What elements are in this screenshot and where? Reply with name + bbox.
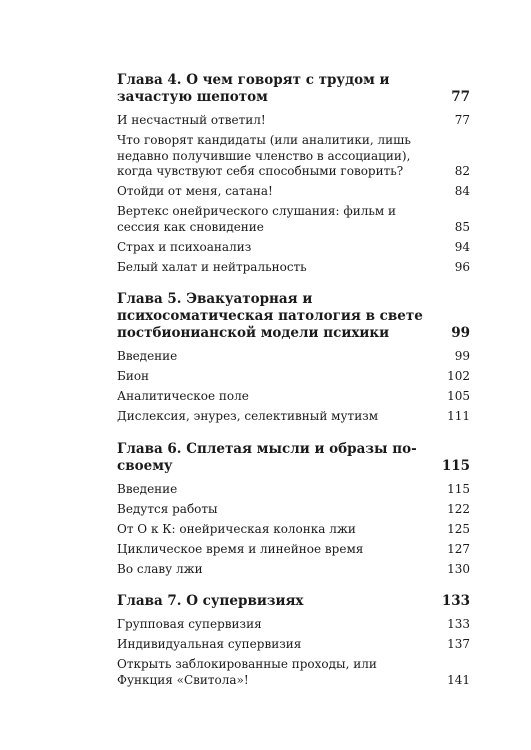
toc-entry — [117, 369, 470, 385]
entry-page: 77 — [454, 113, 470, 127]
entry-title: Отойди от меня, сатана! — [117, 184, 273, 198]
toc-entry — [117, 482, 470, 498]
toc-entry — [117, 389, 470, 405]
entry-page: 84 — [454, 184, 470, 198]
toc-entry — [117, 113, 470, 129]
entry-page: 115 — [447, 481, 470, 496]
chapter-page: 77 — [451, 89, 470, 105]
entry-title: Во славу лжи — [117, 561, 203, 576]
entry-page: 141 — [447, 672, 470, 687]
entry-title: Дислексия, энурез, селективный мутизм — [117, 409, 379, 423]
table-of-contents — [117, 72, 470, 704]
entry-page: 122 — [447, 501, 470, 516]
chapter-title: Глава 5. Эвакуаторная и психосоматическая патология в свете постбионианской модели психики — [117, 291, 423, 341]
entry-title: Вертекс онейрического слушания: фильм и сессия как сновидение — [117, 204, 397, 234]
toc-entry — [117, 657, 470, 688]
entry-title: И несчастный ответил! — [117, 113, 266, 127]
entry-page: 125 — [447, 521, 470, 536]
entry-title: Введение — [117, 481, 178, 496]
toc-entry — [117, 184, 470, 200]
chapter-page: 99 — [451, 325, 470, 341]
entry-page: 133 — [447, 617, 470, 631]
entry-page: 111 — [447, 409, 470, 423]
entry-page: 137 — [447, 637, 470, 651]
entry-title: Групповая супервизия — [117, 617, 262, 631]
chapter-section — [117, 593, 470, 688]
entry-page: 130 — [447, 561, 470, 576]
entry-title: Страх и психоанализ — [117, 239, 252, 254]
toc-entry — [117, 522, 470, 538]
entry-page: 127 — [447, 541, 470, 556]
entry-page: 99 — [454, 349, 470, 363]
entry-title: Ведутся работы — [117, 501, 218, 516]
chapter-heading — [117, 291, 470, 342]
entry-page: 85 — [454, 219, 470, 234]
entry-page: 94 — [454, 239, 470, 254]
toc-entry — [117, 637, 470, 653]
toc-entry — [117, 204, 470, 235]
entry-title: Аналитическое поле — [117, 389, 249, 403]
toc-entry — [117, 562, 470, 578]
entry-title: Циклическое время и линейное время — [117, 541, 364, 556]
chapter-page: 133 — [441, 593, 470, 609]
entry-title: Что говорят кандидаты (или аналитики, лишь недавно получившие членство в ассоциации), когда чувствуют себя способными говорить? — [117, 133, 411, 178]
toc-entry — [117, 409, 470, 425]
toc-entry — [117, 502, 470, 518]
chapter-title: Глава 6. Сплетая мысли и образы по-своему — [117, 440, 417, 474]
chapter-section — [117, 441, 470, 578]
entry-title: Бион — [117, 369, 150, 383]
chapter-heading — [117, 72, 470, 106]
toc-entry — [117, 240, 470, 256]
chapter-title: Глава 7. О супервизиях — [117, 593, 304, 609]
toc-entry — [117, 260, 470, 276]
entry-page: 102 — [447, 369, 470, 383]
chapter-section — [117, 72, 470, 275]
toc-entry — [117, 133, 470, 180]
entry-page: 96 — [454, 259, 470, 274]
chapter-title: Глава 4. О чем говорят с трудом и зачастую шепотом — [117, 72, 390, 105]
chapter-heading — [117, 593, 470, 610]
entry-page: 105 — [447, 389, 470, 403]
entry-title: Открыть заблокированные проходы, или Функция «Свитола»! — [117, 657, 377, 687]
entry-title: Индивидуальная супервизия — [117, 637, 302, 651]
toc-entry — [117, 542, 470, 558]
entry-page: 82 — [454, 164, 470, 178]
chapter-heading — [117, 441, 470, 475]
toc-entry — [117, 349, 470, 365]
entry-title: Белый халат и нейтральность — [117, 259, 307, 274]
chapter-page: 115 — [441, 457, 470, 474]
entry-title: От О к К: онейрическая колонка лжи — [117, 521, 356, 536]
entry-title: Введение — [117, 349, 178, 363]
toc-entry — [117, 617, 470, 633]
chapter-section — [117, 291, 470, 425]
